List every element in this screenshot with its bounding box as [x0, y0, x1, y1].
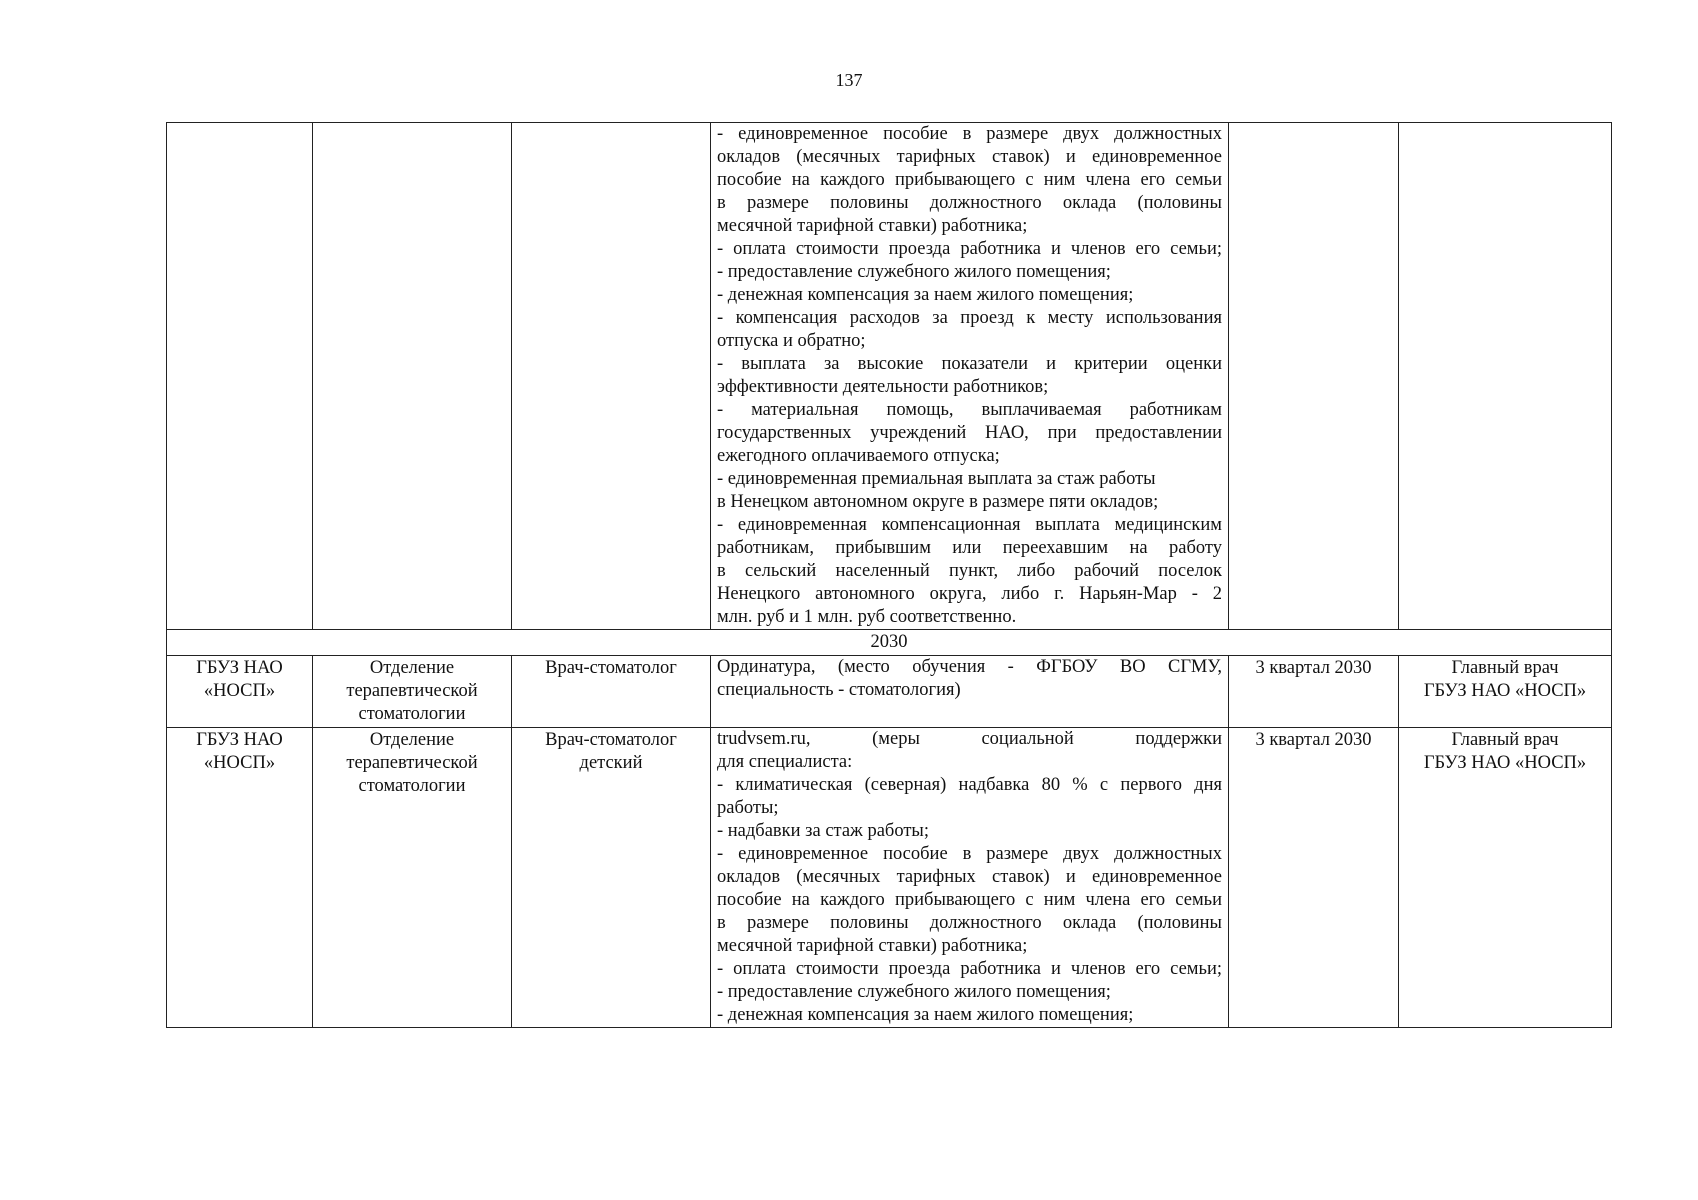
year-cell: 2030 [167, 630, 1612, 656]
text-line: окладов (месячных тарифных ставок) и единовременное [717, 867, 1222, 887]
measures-cell [711, 123, 1229, 630]
text-line: государственных учреждений НАО, при предоставлении [717, 423, 1222, 443]
text-line: - предоставление служебного жилого помещения; [717, 982, 1111, 1002]
deadline-cell [1229, 123, 1399, 630]
text-line: - предоставление служебного жилого помещения; [717, 262, 1111, 282]
text-line: в размере половины должностного оклада (половины [717, 913, 1222, 933]
text-line: - выплата за высокие показатели и критерии оценки [717, 354, 1222, 374]
text-line: работы; [717, 798, 779, 818]
text-line: - единовременная компенсационная выплата медицинским [717, 515, 1222, 535]
continuation-row [167, 123, 1612, 630]
text-line: пособие на каждого прибывающего с ним члена его семьи [717, 890, 1222, 910]
text-line: стоматологии [358, 704, 466, 724]
organization-cell [167, 123, 313, 630]
position-cell [512, 728, 711, 1028]
text-line: - оплата стоимости проезда работника и членов его семьи; [717, 959, 1222, 979]
text-line: «НОСП» [203, 753, 276, 773]
text-line: Врач-стоматолог [545, 658, 677, 678]
text-line: Ненецкого автономного округа, либо г. Нарьян-Мар - 2 [717, 584, 1222, 604]
text-line: - единовременное пособие в размере двух должностных [717, 844, 1222, 864]
department-cell [313, 123, 512, 630]
text-line: терапевтической [346, 753, 478, 773]
text-line: для специалиста: [717, 752, 853, 772]
text-line: Отделение [369, 658, 455, 678]
text-line: специальность - стоматология) [717, 680, 961, 700]
text-line: - денежная компенсация за наем жилого помещения; [717, 285, 1134, 305]
text-line: ГБУЗ НАО [196, 658, 283, 678]
text-line: - компенсация расходов за проезд к месту использования [717, 308, 1222, 328]
table-row [167, 728, 1612, 1028]
text-line: в Ненецком автономном округе в размере пяти окладов; [717, 492, 1159, 512]
text-line: - единовременное пособие в размере двух должностных [717, 124, 1222, 144]
text-line: пособие на каждого прибывающего с ним члена его семьи [717, 170, 1222, 190]
position-cell [512, 656, 711, 728]
text-line: - единовременная премиальная выплата за стаж работы [717, 469, 1156, 489]
text-line: в сельский населенный пункт, либо рабочий поселок [717, 561, 1222, 581]
text-line: - денежная компенсация за наем жилого помещения; [717, 1005, 1134, 1025]
organization-cell [167, 728, 313, 1028]
text-line: работникам, прибывшим или переехавшим на работу [717, 538, 1222, 558]
text-line: - надбавки за стаж работы; [717, 821, 930, 841]
deadline-cell: 3 квартал 2030 [1229, 728, 1399, 1028]
text-line: месячной тарифной ставки) работника; [717, 936, 1028, 956]
text-line: Главный врач [1451, 730, 1559, 750]
text-line: - материальная помощь, выплачиваемая работникам [717, 400, 1222, 420]
text-line: месячной тарифной ставки) работника; [717, 216, 1028, 236]
text-line: ежегодного оплачиваемого отпуска; [717, 446, 1000, 466]
text-line: Ординатура, (место обучения - ФГБОУ ВО СГМУ, [717, 657, 1222, 677]
table-row [167, 656, 1612, 728]
text-line: «НОСП» [203, 681, 276, 701]
text-line: эффективности деятельности работников; [717, 377, 1049, 397]
year-row [167, 630, 1612, 656]
responsible-cell [1399, 123, 1612, 630]
organization-cell [167, 656, 313, 728]
text-line: отпуска и обратно; [717, 331, 866, 351]
measures-table [166, 122, 1612, 1028]
text-line: ГБУЗ НАО [196, 730, 283, 750]
text-line: ГБУЗ НАО «НОСП» [1423, 753, 1587, 773]
text-line: млн. руб и 1 млн. руб соответственно. [717, 607, 1017, 627]
measures-cell [711, 656, 1229, 728]
text-line: Главный врач [1451, 658, 1559, 678]
text-line: - оплата стоимости проезда работника и членов его семьи; [717, 239, 1222, 259]
department-cell [313, 656, 512, 728]
text-line: Отделение [369, 730, 455, 750]
text-line: окладов (месячных тарифных ставок) и единовременное [717, 147, 1222, 167]
text-line: стоматологии [358, 776, 466, 796]
department-cell [313, 728, 512, 1028]
text-line: в размере половины должностного оклада (половины [717, 193, 1222, 213]
text-line: Врач-стоматолог [545, 730, 677, 750]
text-line: терапевтической [346, 681, 478, 701]
text-line: ГБУЗ НАО «НОСП» [1423, 681, 1587, 701]
page-number: 137 [835, 70, 863, 90]
text-line: - климатическая (северная) надбавка 80 % с первого дня [717, 775, 1222, 795]
text-line: trudvsem.ru, (меры социальной поддержки [717, 729, 1222, 749]
deadline-cell: 3 квартал 2030 [1229, 656, 1399, 728]
responsible-cell [1399, 656, 1612, 728]
text-line: детский [579, 753, 643, 773]
responsible-cell [1399, 728, 1612, 1028]
measures-cell [711, 728, 1229, 1028]
position-cell [512, 123, 711, 630]
